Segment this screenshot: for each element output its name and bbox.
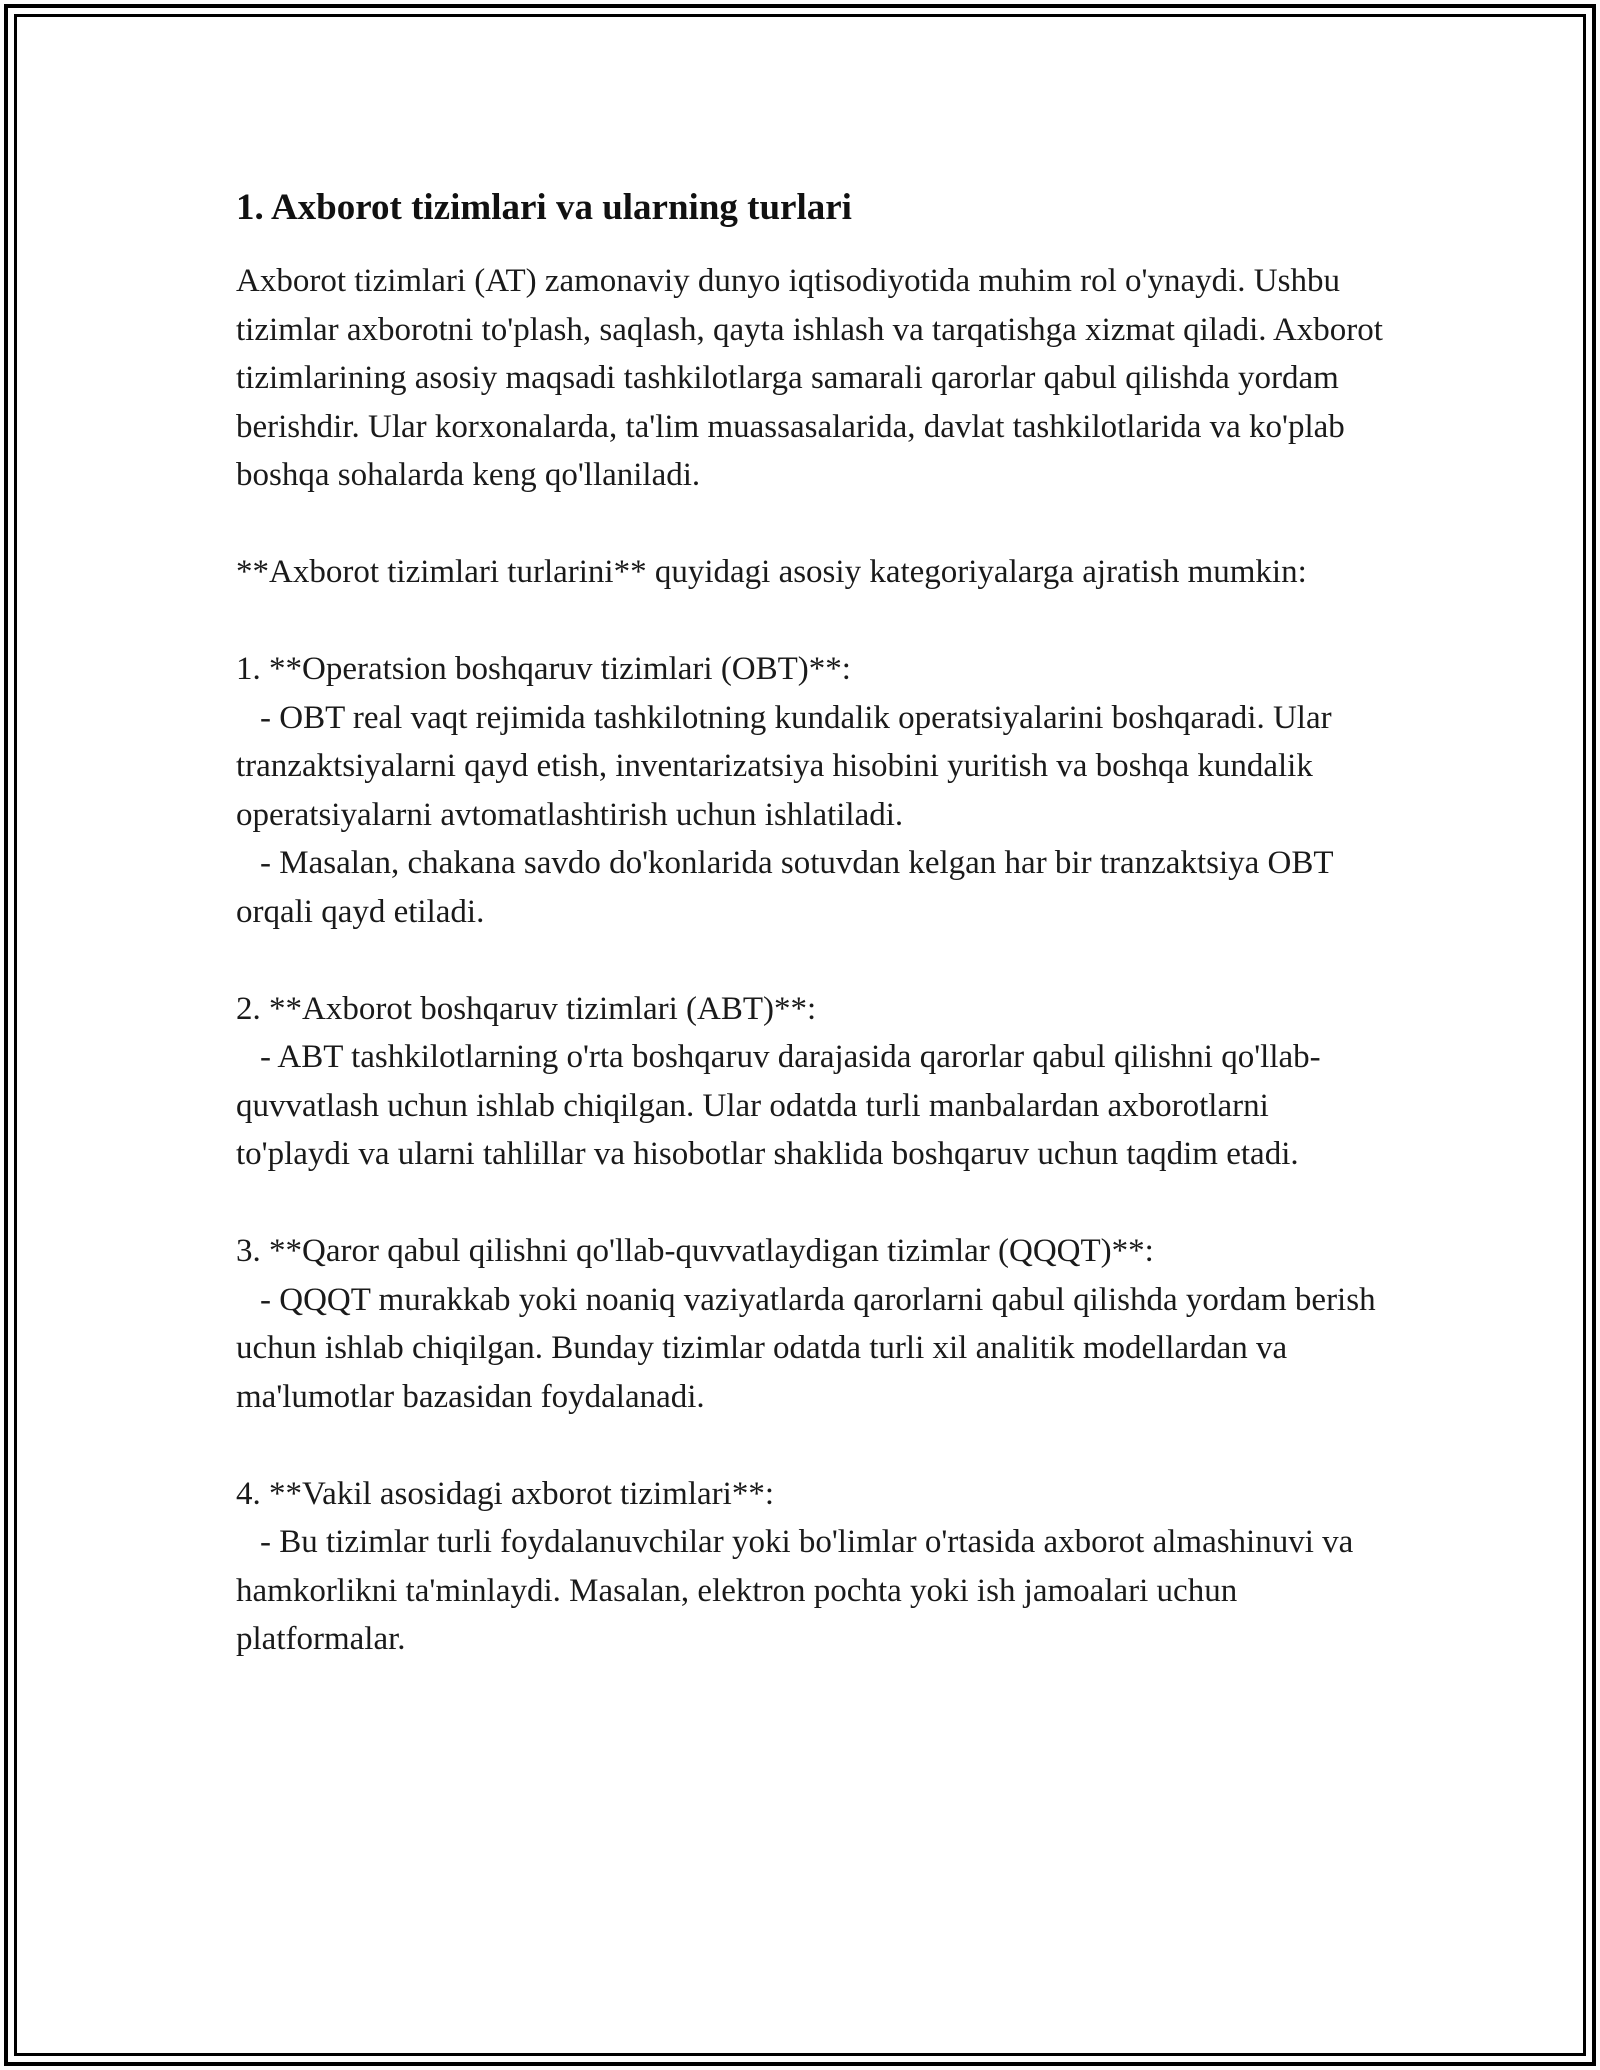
list-item: [236, 1227, 1386, 1421]
list-item: [236, 985, 1386, 1179]
list-item-bullet: - Masalan, chakana savdo do'konlarida sotuvdan kelgan har bir tranzaktsiya OBT orqali qayd etiladi.: [236, 845, 1333, 930]
list-item-heading: 1. **Operatsion boshqaruv tizimlari (OBT)**:: [236, 651, 851, 687]
paragraph-gap: [236, 597, 1386, 646]
document-title: 1. Axborot tizimlari va ularning turlari: [236, 187, 852, 228]
paragraph-gap: [236, 500, 1386, 549]
paragraph-gap: [236, 1421, 1386, 1470]
list-item-bullet: - ABT tashkilotlarning o'rta boshqaruv darajasida qarorlar qabul qilishni qo'llab-quvvatlash uchun ishlab chiqilgan. Ular odatda turli manbalardan axborotlarni to'playdi va ularni tahlillar va hisobotlar shaklida boshqaruv uchun taqdim etadi.: [236, 1039, 1321, 1172]
types-intro-paragraph: **Axborot tizimlari turlarini** quyidagi asosiy kategoriyalarga ajratish mumkin:: [236, 554, 1307, 590]
list-item-heading: 3. **Qaror qabul qilishni qo'llab-quvvatlaydigan tizimlar (QQQT)**:: [236, 1233, 1154, 1269]
list-item-bullet: - QQQT murakkab yoki noaniq vaziyatlarda qarorlarni qabul qilishda yordam berish uchun ishlab chiqilgan. Bunday tizimlar odatda turli xil analitik modellardan va ma'lumotlar bazasidan foydalanadi.: [236, 1281, 1376, 1415]
document-body: [236, 185, 1386, 1664]
list-item-heading: 2. **Axborot boshqaruv tizimlari (ABT)**:: [236, 990, 817, 1027]
list-item-bullet: - OBT real vaqt rejimida tashkilotning kundalik operatsiyalarini boshqaradi. Ular tranzaktsiyalarni qayd etish, inventarizatsiya hisobini yuritish va boshqa kundalik operatsiyalarni avtomatlashtirish uchun ishlatiladi.: [236, 699, 1332, 833]
paragraph-gap: [236, 936, 1386, 985]
list-item: [236, 1470, 1386, 1664]
list-item-heading: 4. **Vakil asosidagi axborot tizimlari**:: [236, 1475, 774, 1512]
paragraph-gap: [236, 1179, 1386, 1228]
list-item: [236, 645, 1386, 936]
list-item-bullet: - Bu tizimlar turli foydalanuvchilar yoki bo'limlar o'rtasida axborot almashinuvi va hamkorlikni ta'minlaydi. Masalan, elektron pochta yoki ish jamoalari uchun platformalar.: [236, 1524, 1354, 1657]
intro-paragraph: Axborot tizimlari (AT) zamonaviy dunyo iqtisodiyotida muhim rol o'ynaydi. Ushbu tizimlar axborotni to'plash, saqlash, qayta ishlash va tarqatishga xizmat qiladi. Axborot tizimlarining asosiy maqsadi tashkilotlarga samarali qarorlar qabul qilishda yordam berishdir. Ular korxonalarda, ta'lim muassasalarida, davlat tashkilotlarida va ko'plab boshqa sohalarda keng qo'llaniladi.: [236, 263, 1383, 493]
